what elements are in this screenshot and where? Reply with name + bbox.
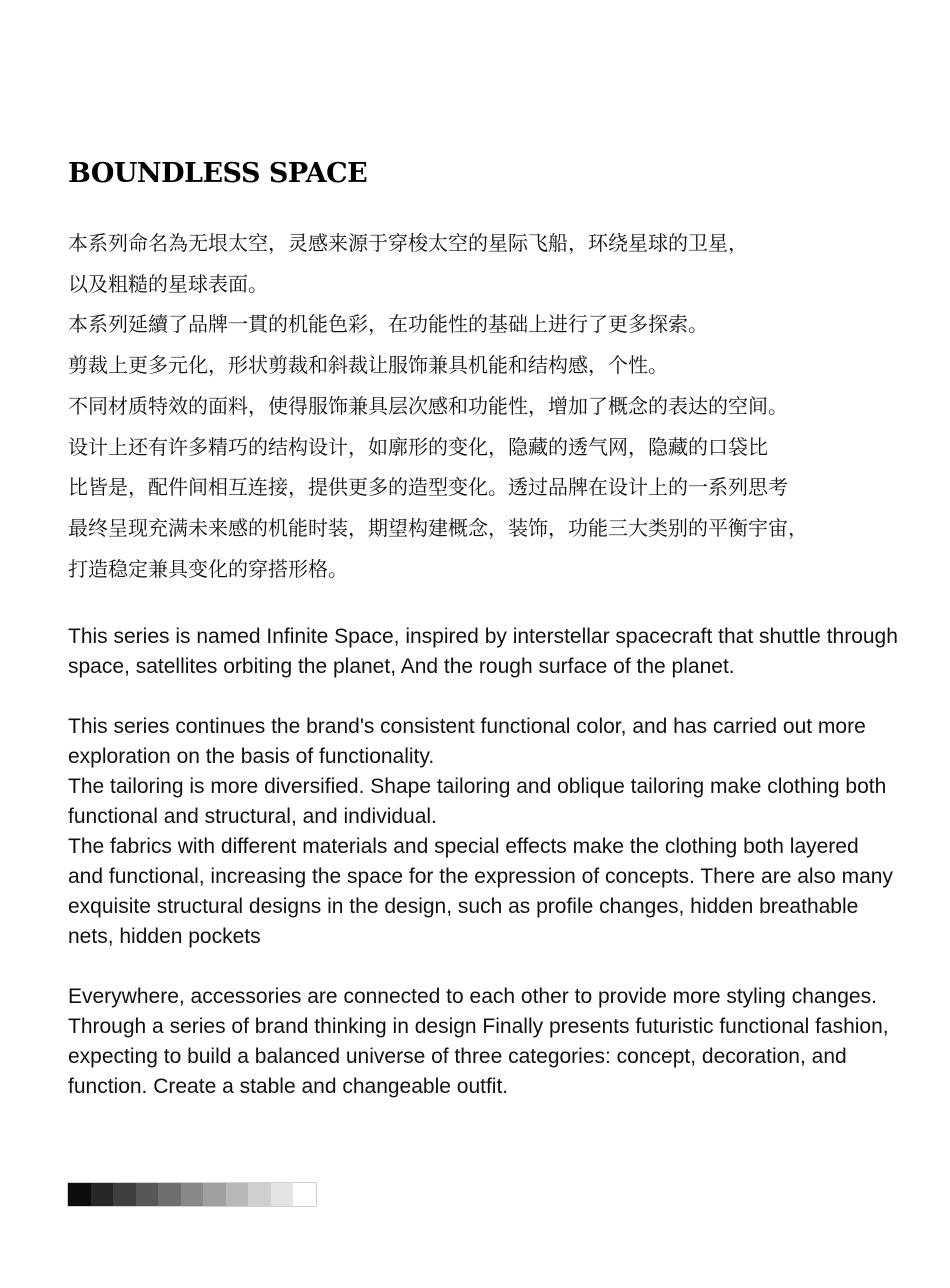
gray-swatch <box>181 1183 204 1206</box>
chinese-line: 最终呈现充满未来感的机能时装，期望构建概念，装饰，功能三大类别的平衡宇宙， <box>68 515 808 540</box>
gray-swatch <box>226 1183 249 1206</box>
chinese-line: 剪裁上更多元化，形状剪裁和斜裁让服饰兼具机能和结构感，个性。 <box>68 353 668 378</box>
english-text-block <box>68 622 898 1102</box>
gray-swatch <box>91 1183 114 1206</box>
chinese-line: 本系列延續了品牌一貫的机能色彩，在功能性的基础上进行了更多探索。 <box>68 312 708 337</box>
english-paragraph-tailoring: The tailoring is more diversified. Shape tailoring and oblique tailoring make clothing both functional and structural, and individual. <box>68 775 887 828</box>
english-paragraph-accessories: Everywhere, accessories are connected to each other to provide more styling changes. Through a series of brand thinking in design Finally presents futuristic functional fashion, expecting to build a balanced universe of three categories: concept, decoration, and function. Create a stable and changeable outfit. <box>68 985 889 1098</box>
chinese-line: 以及粗糙的星球表面。 <box>68 271 268 296</box>
chinese-line: 设计上还有许多精巧的结构设计，如廓形的变化，隐藏的透气网，隐藏的口袋比 <box>68 434 768 459</box>
gray-swatch <box>248 1183 271 1206</box>
chinese-line: 比皆是，配件间相互连接，提供更多的造型变化。透过品牌在设计上的一系列思考 <box>68 475 788 500</box>
gray-swatch <box>113 1183 136 1206</box>
english-paragraph-color: This series continues the brand's consistent functional color, and has carried out more exploration on the basis of functionality. <box>68 715 866 768</box>
gray-swatch <box>271 1183 294 1206</box>
gray-swatch <box>158 1183 181 1206</box>
gray-swatch <box>293 1183 316 1206</box>
chinese-line: 本系列命名為无垠太空，灵感来源于穿梭太空的星际飞船，环绕星球的卫星， <box>68 231 748 255</box>
document-title: BOUNDLESS SPACE <box>68 158 368 189</box>
gray-swatch <box>203 1183 226 1206</box>
english-paragraph-intro: This series is named Infinite Space, inspired by interstellar spacecraft that shuttle through space, satellites orbiting the planet, And the rough surface of the planet. <box>68 625 898 678</box>
gray-swatch <box>68 1183 91 1206</box>
english-paragraph-fabrics: The fabrics with different materials and special effects make the clothing both layered and functional, increasing the space for the expression of concepts. There are also many exquisite structural designs in the design, such as profile changes, hidden breathable nets, hidden pockets <box>68 835 893 948</box>
chinese-line: 打造稳定兼具变化的穿搭形格。 <box>68 556 348 581</box>
chinese-text-block <box>68 223 888 589</box>
gray-scale-bar <box>67 1182 317 1207</box>
gray-swatch <box>136 1183 159 1206</box>
chinese-line: 不同材质特效的面料，使得服饰兼具层次感和功能性，增加了概念的表达的空间。 <box>68 393 788 418</box>
